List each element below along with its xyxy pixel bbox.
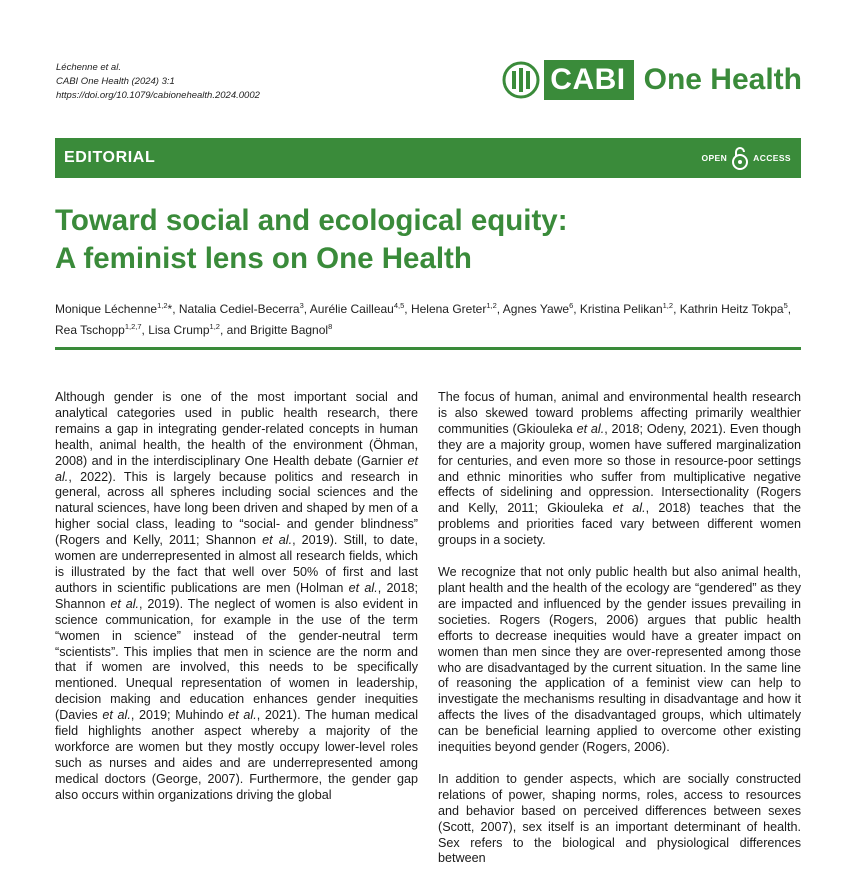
open-access-lock-icon (730, 145, 750, 171)
author-name: Monique Léchenne (55, 302, 158, 316)
author-affiliation: 1,2 (157, 301, 168, 310)
author-name: Aurélie Cailleau (309, 302, 394, 316)
author-affiliation: 1,2 (486, 301, 497, 310)
title-line-2: A feminist lens on One Health (55, 242, 472, 275)
author-separator: , and (219, 323, 251, 337)
open-access-open-text: OPEN (701, 153, 728, 163)
body-paragraph: The focus of human, animal and environmental health research is also skewed toward problems affecting primarily wealthier communities (Gkiouleka et al., 2018; Odeny, 2021). Even though they are a majority group, women have suffered marginalization for centuries, and even more so those in resource-poor settings and ethnic minorities who suffer from multiplicative negative effects of sidelining and oppression. Intersectionality (Rogers and Kelly, 2011; Gkiouleka et al., 2018) teaches that the problems and priorities faced vary between different women groups in a society. (438, 390, 802, 548)
author (411, 302, 503, 316)
body-column-left (55, 390, 418, 820)
author (310, 302, 411, 316)
author-list (55, 297, 801, 339)
cabi-emblem-icon (501, 60, 541, 100)
body-paragraph: Although gender is one of the most important social and analytical categories used in public health research, there remains a gap in integrating gender-related concepts in human health, animal health, the health of the environment (Öhman, 2008) and in the interdisciplinary One Health debate (Garnier et al., 2022). This is largely because politics and research in general, across all spheres including social sciences and the natural sciences, have long been driven and shaped by men of a higher social class, leading to “social- and gender blindness” (Rogers and Kelly, 2011; Shannon et al., 2019). Still, to date, women are underrepresented in almost all research fields, which is illustrated by the fact that well over 50% of first and last authors in scientific publications are men (Holman et al., 2018; Shannon et al., 2019). The neglect of women is also evident in science communication, for example in the use of the term “women in science” instead of the gender-neutral term “scientists”. This implies that men in science are the norm and that if women are involved, this needs to be specifically mentioned. Unequal representation of women in leadership, decision making and education enhances gender inequities (Davies et al., 2019; Muhindo et al., 2021). The human medical field highlights another aspect whereby a majority of the workforce are women but they mostly occupy lower-level roles such as nurses and aides and are underrepresented among medical doctors (George, 2007). Furthermore, the gender gap also occurs within organizations driving the global (55, 390, 418, 802)
author-separator: , (787, 302, 792, 316)
author (55, 302, 179, 316)
author-affiliation: 1,2,7 (124, 322, 142, 331)
title-line-1: Toward social and ecological equity: (55, 204, 568, 237)
author-affiliation: 1,2 (662, 301, 674, 310)
body-column-right (438, 390, 801, 883)
body-paragraph: We recognize that not only public health but also animal health, plant health and the health of the ecology are “gendered” as they are impacted and influenced by the gender issues prevailing in societies. Rogers (Rogers, 2006) argues that public health efforts to decrease inequities would have a greater impact on women than men since they are over-represented among those who are disadvantaged by the current situation. In the same line of reasoning the application of a feminist view can help to investigate the mechanisms resulting in disadvantage and how it affects the lives of the disadvantaged groups, which ultimately can be beneficial learning applied to overcome other existing inequities beyond gender (Rogers, 2006). (438, 565, 801, 755)
author-affiliation: 8 (328, 322, 333, 331)
author-name: Agnes Yawe (502, 302, 570, 316)
author-separator: *, (167, 302, 179, 316)
author-name: Helena Greter (410, 302, 487, 316)
open-access-access-text: ACCESS (753, 153, 791, 163)
doi-link[interactable]: https://doi.org/10.1079/cabionehealth.2024.0002 (56, 90, 260, 101)
brand-one-health: One Health (643, 63, 802, 96)
author (680, 302, 791, 316)
header-divider (55, 347, 801, 350)
author-separator: , (141, 323, 149, 337)
author-separator: , (573, 302, 580, 316)
author-separator: , (404, 302, 411, 316)
article-type-banner (55, 138, 801, 178)
author (55, 323, 148, 337)
journal-citation: CABI One Health (2024) 3:1 (56, 76, 175, 87)
author-name: Lisa Crump (148, 323, 210, 337)
article-type-label: EDITORIAL (64, 149, 156, 166)
author-name: Kathrin Heitz Tokpa (679, 302, 784, 316)
author (179, 302, 310, 316)
author-separator: , (496, 302, 503, 316)
author-name: Rea Tschopp (55, 323, 125, 337)
author (580, 302, 680, 316)
author (148, 323, 250, 337)
author-affiliation: 3 (299, 301, 304, 310)
open-access-badge (701, 145, 801, 171)
author-affiliation: 1,2 (209, 322, 220, 331)
cabi-one-health-logo (501, 58, 802, 102)
body-paragraph: In addition to gender aspects, which are socially constructed relations of power, shaping norms, roles, access to resources and behavior based on perceived differences between sexes (Scott, 2007), sex itself is an important determinant of health. Sex refers to the biological and physiological differences between (438, 771, 801, 866)
author-name: Natalia Cediel-Becerra (178, 302, 300, 316)
brand-cabi: CABI (544, 60, 633, 100)
author (503, 302, 580, 316)
author-separator: , (303, 302, 310, 316)
author-separator: , (673, 302, 680, 316)
author-name: Kristina Pelikan (579, 302, 663, 316)
article-meta (56, 61, 260, 103)
author-affiliation: 5 (783, 301, 788, 310)
author-affiliation: 6 (569, 301, 574, 310)
article-title (55, 202, 568, 278)
running-authors: Léchenne et al. (56, 62, 121, 73)
author (250, 323, 332, 337)
author-name: Brigitte Bagnol (250, 323, 329, 337)
author-affiliation: 4,5 (393, 301, 405, 310)
